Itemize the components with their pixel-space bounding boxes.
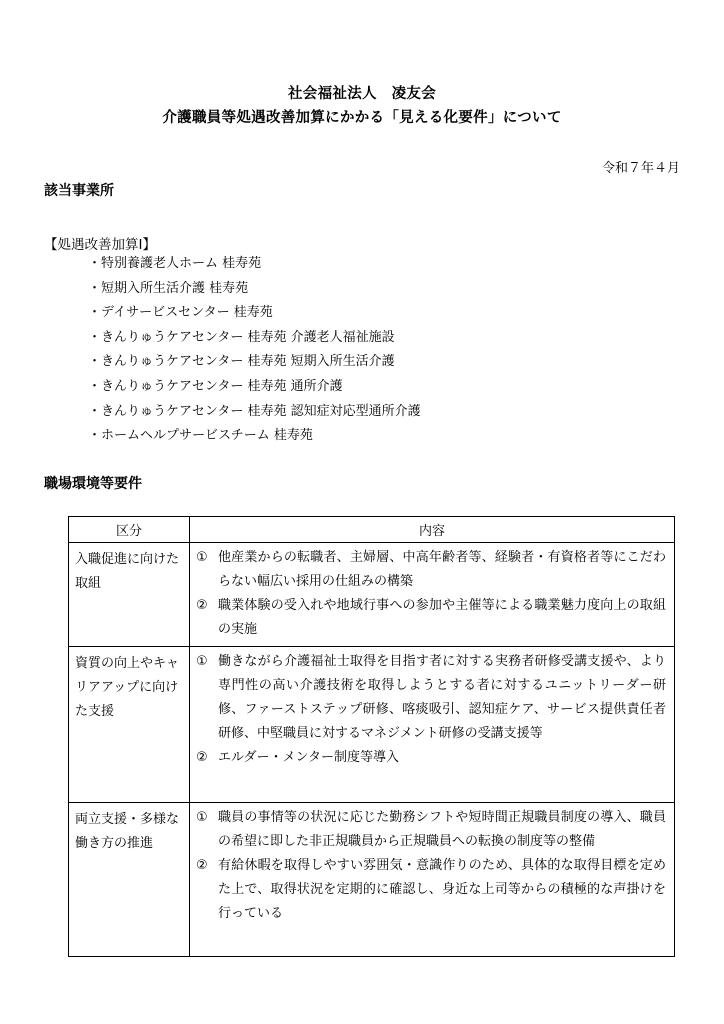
- requirement-item: [196, 594, 666, 642]
- requirement-item: [196, 546, 666, 594]
- kasan-label: 【処遇改善加算Ⅰ】: [44, 237, 156, 253]
- item-number: ②: [196, 598, 208, 613]
- office-item: ・短期入所生活介護 桂寿苑: [88, 280, 249, 296]
- item-text: 働きながら介護福祉士取得を目指す者に対する実務者研修受講支援や、より専門性の高い介護技術を取得しようとする者に対するユニットリーダー研修、ファーストステップ研修、喀痰吸引、認知症ケア、サービス提供責任者研修、中堅職員に対するマネジメント研修の受講支援等: [218, 654, 666, 741]
- row-items: [190, 543, 675, 647]
- document-date: 令和７年４月: [601, 161, 680, 176]
- item-text: 他産業からの転職者、主婦層、中高年齢者等、経験者・有資格者等にこだわらない幅広い採用の仕組みの構築: [218, 550, 666, 589]
- item-text: 有給休暇を取得しやすい雰囲気・意識作りのため、具体的な取得目標を定めた上で、取得状況を定期的に確認し、身近な上司等からの積極的な声掛けを行っている: [218, 858, 666, 921]
- item-number: ①: [196, 654, 208, 669]
- item-number: ②: [196, 750, 208, 765]
- row-items: [190, 803, 675, 957]
- organization-name: 社会福祉法人 凌友会: [288, 86, 436, 102]
- requirements-table: [68, 516, 675, 957]
- office-item: ・きんりゅうケアセンター 桂寿苑 介護老人福祉施設: [88, 329, 395, 345]
- requirements-heading: 職場環境等要件: [44, 476, 142, 492]
- office-item: ・きんりゅうケアセンター 桂寿苑 認知症対応型通所介護: [88, 403, 421, 419]
- requirement-item: [196, 806, 666, 854]
- column-header-category: 区分: [69, 517, 190, 543]
- item-text: エルダー・メンター制度等導入: [218, 750, 399, 765]
- office-item: ・特別養護老人ホーム 桂寿苑: [88, 256, 262, 271]
- row-category: 入職促進に向けた取組: [69, 543, 190, 647]
- table-row: [69, 647, 675, 803]
- table-header-row: [69, 517, 675, 543]
- office-item: ・きんりゅうケアセンター 桂寿苑 短期入所生活介護: [88, 354, 395, 370]
- table-row: [69, 803, 675, 957]
- row-items: [190, 647, 675, 803]
- row-category: 両立支援・多様な働き方の推進: [69, 803, 190, 957]
- item-number: ①: [196, 810, 208, 825]
- office-list: [88, 254, 421, 451]
- item-number: ①: [196, 550, 208, 565]
- office-item: ・デイサービスセンター 桂寿苑: [88, 305, 273, 321]
- item-text: 職員の事情等の状況に応じた勤務シフトや短時間正規職員制度の導入、職員の希望に即した非正規職員から正規職員への転換の制度等の整備: [218, 810, 666, 849]
- requirement-item: [196, 746, 666, 770]
- item-number: ②: [196, 858, 208, 873]
- office-item: ・きんりゅうケアセンター 桂寿苑 通所介護: [88, 378, 343, 394]
- requirement-item: [196, 854, 666, 926]
- offices-heading: 該当事業所: [44, 183, 114, 199]
- item-text: 職業体験の受入れや地域行事への参加や主催等による職業魅力度向上の取組の実施: [218, 598, 666, 637]
- office-item: ・ホームヘルプサービスチーム 桂寿苑: [88, 428, 313, 444]
- table-row: [69, 543, 675, 647]
- column-header-content: 内容: [190, 517, 675, 543]
- row-category: 資質の向上やキャリアアップに向けた支援: [69, 647, 190, 803]
- document-title: 介護職員等処遇改善加算にかかる「見える化要件」について: [162, 110, 562, 126]
- requirement-item: [196, 650, 666, 746]
